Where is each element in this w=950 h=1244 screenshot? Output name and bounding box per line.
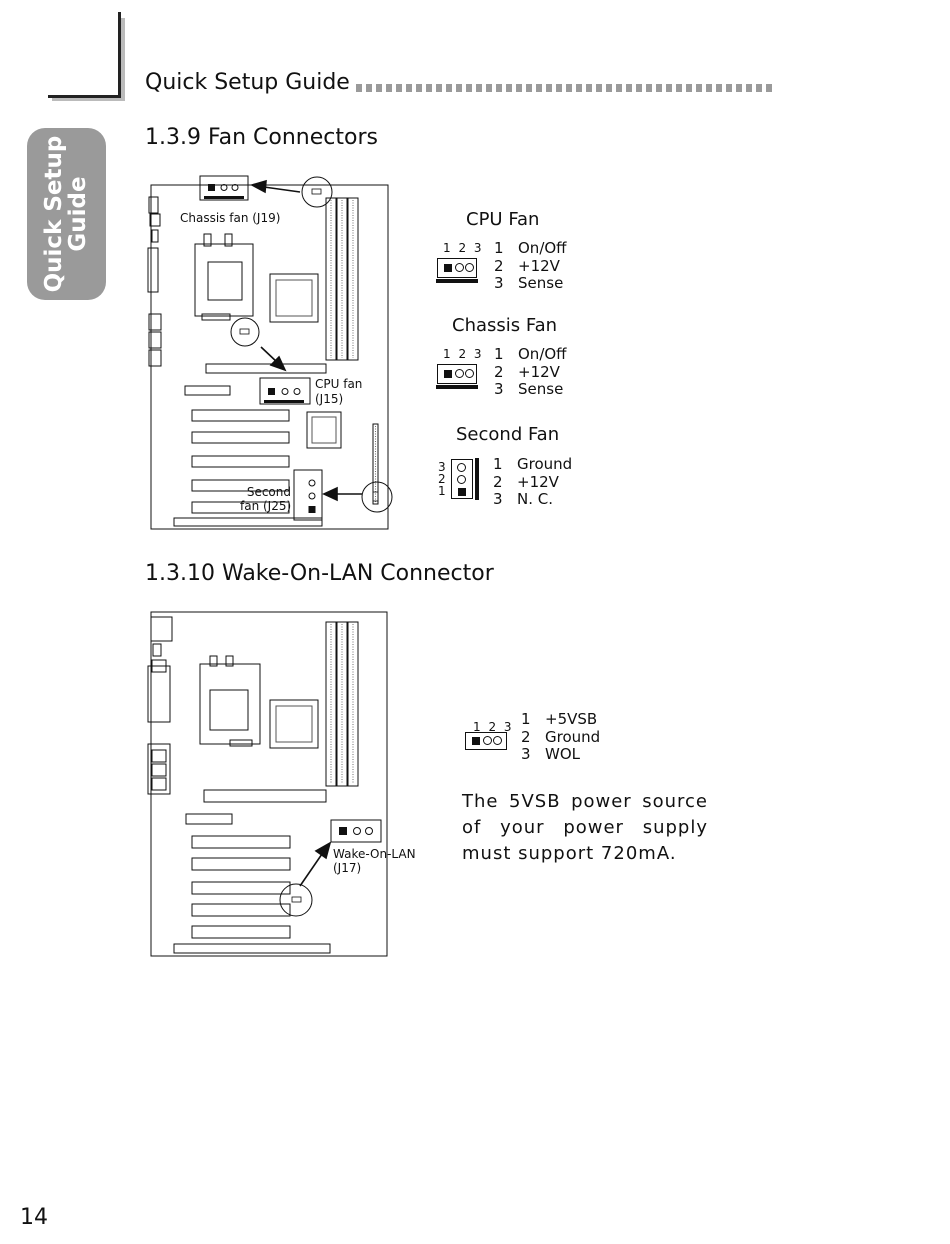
corner-mark <box>118 12 121 98</box>
corner-mark-shadow <box>52 98 125 101</box>
page-header-title: Quick Setup Guide <box>145 70 350 95</box>
cpu-fan-title: CPU Fan <box>466 209 540 230</box>
second-fan-title: Second Fan <box>456 424 560 445</box>
cpu-fan-pin-list <box>494 240 567 293</box>
board-outline <box>151 185 388 529</box>
chassis-fan-title: Chassis Fan <box>452 315 558 336</box>
label-chassis-fan-j19: Chassis fan (J19) <box>180 211 281 225</box>
corner-mark <box>48 95 121 98</box>
label-second-fan-line1: Second <box>246 485 291 499</box>
pin-row: 1 +5VSB <box>521 710 598 728</box>
section-heading-fan-connectors: 1.3.9 Fan Connectors <box>145 125 378 150</box>
pin-row: 3 Sense <box>494 380 564 398</box>
second-fan-connector-icon <box>451 459 473 499</box>
chassis-fan-pin-numbers: 1 2 3 <box>443 347 484 361</box>
label-wol-line2: (J17) <box>333 861 362 875</box>
wol-pin-numbers: 1 2 3 <box>473 720 514 734</box>
chassis-fan-connector-icon <box>437 364 477 384</box>
pin-row: 3 N. C. <box>493 490 553 508</box>
second-fan-pin-list <box>493 456 572 509</box>
wol-power-note: The 5VSB power source of your power supply must support 720mA. <box>462 791 708 864</box>
side-tab-line-1: Quick Setup <box>41 135 67 293</box>
label-cpu-fan-line2: (J15) <box>315 392 344 406</box>
label-wake-on-lan-j17 <box>333 847 416 875</box>
pin-row: 2 +12V <box>494 362 560 381</box>
side-tab-line-2: Guide <box>65 176 91 252</box>
side-tab-label <box>42 136 90 293</box>
motherboard-wol-diagram <box>140 600 400 960</box>
corner-mark-shadow <box>121 18 125 100</box>
wol-connector-icon <box>465 732 507 750</box>
cpu-fan-connector-icon <box>437 258 477 278</box>
header-dotted-rule <box>356 84 776 92</box>
label-cpu-fan-line1: CPU fan <box>315 377 363 391</box>
pin-row: 2 +12V <box>493 472 559 491</box>
label-wol-line1: Wake-On-LAN <box>333 847 416 861</box>
section-heading-wake-on-lan: 1.3.10 Wake-On-LAN Connector <box>145 561 494 586</box>
page-number: 14 <box>20 1205 48 1230</box>
pin-row: 1 On/Off <box>494 239 567 257</box>
pin-row: 3 WOL <box>521 745 580 763</box>
label-second-fan-j25 <box>240 485 291 513</box>
pin-row: 3 Sense <box>494 274 564 292</box>
cpu-fan-pin-numbers: 1 2 3 <box>443 241 484 255</box>
pin-row: 1 Ground <box>493 455 573 473</box>
label-cpu-fan-j15 <box>315 377 362 407</box>
wol-pin-list <box>521 711 600 764</box>
second-fan-pin-numbers: 3 2 1 <box>438 460 446 498</box>
pin-row: 2 +12V <box>494 256 560 275</box>
pin-row: 2 Ground <box>521 727 601 746</box>
pin-row: 1 On/Off <box>494 345 567 363</box>
chassis-fan-pin-list <box>494 346 567 399</box>
label-second-fan-line2: fan (J25) <box>240 499 292 513</box>
